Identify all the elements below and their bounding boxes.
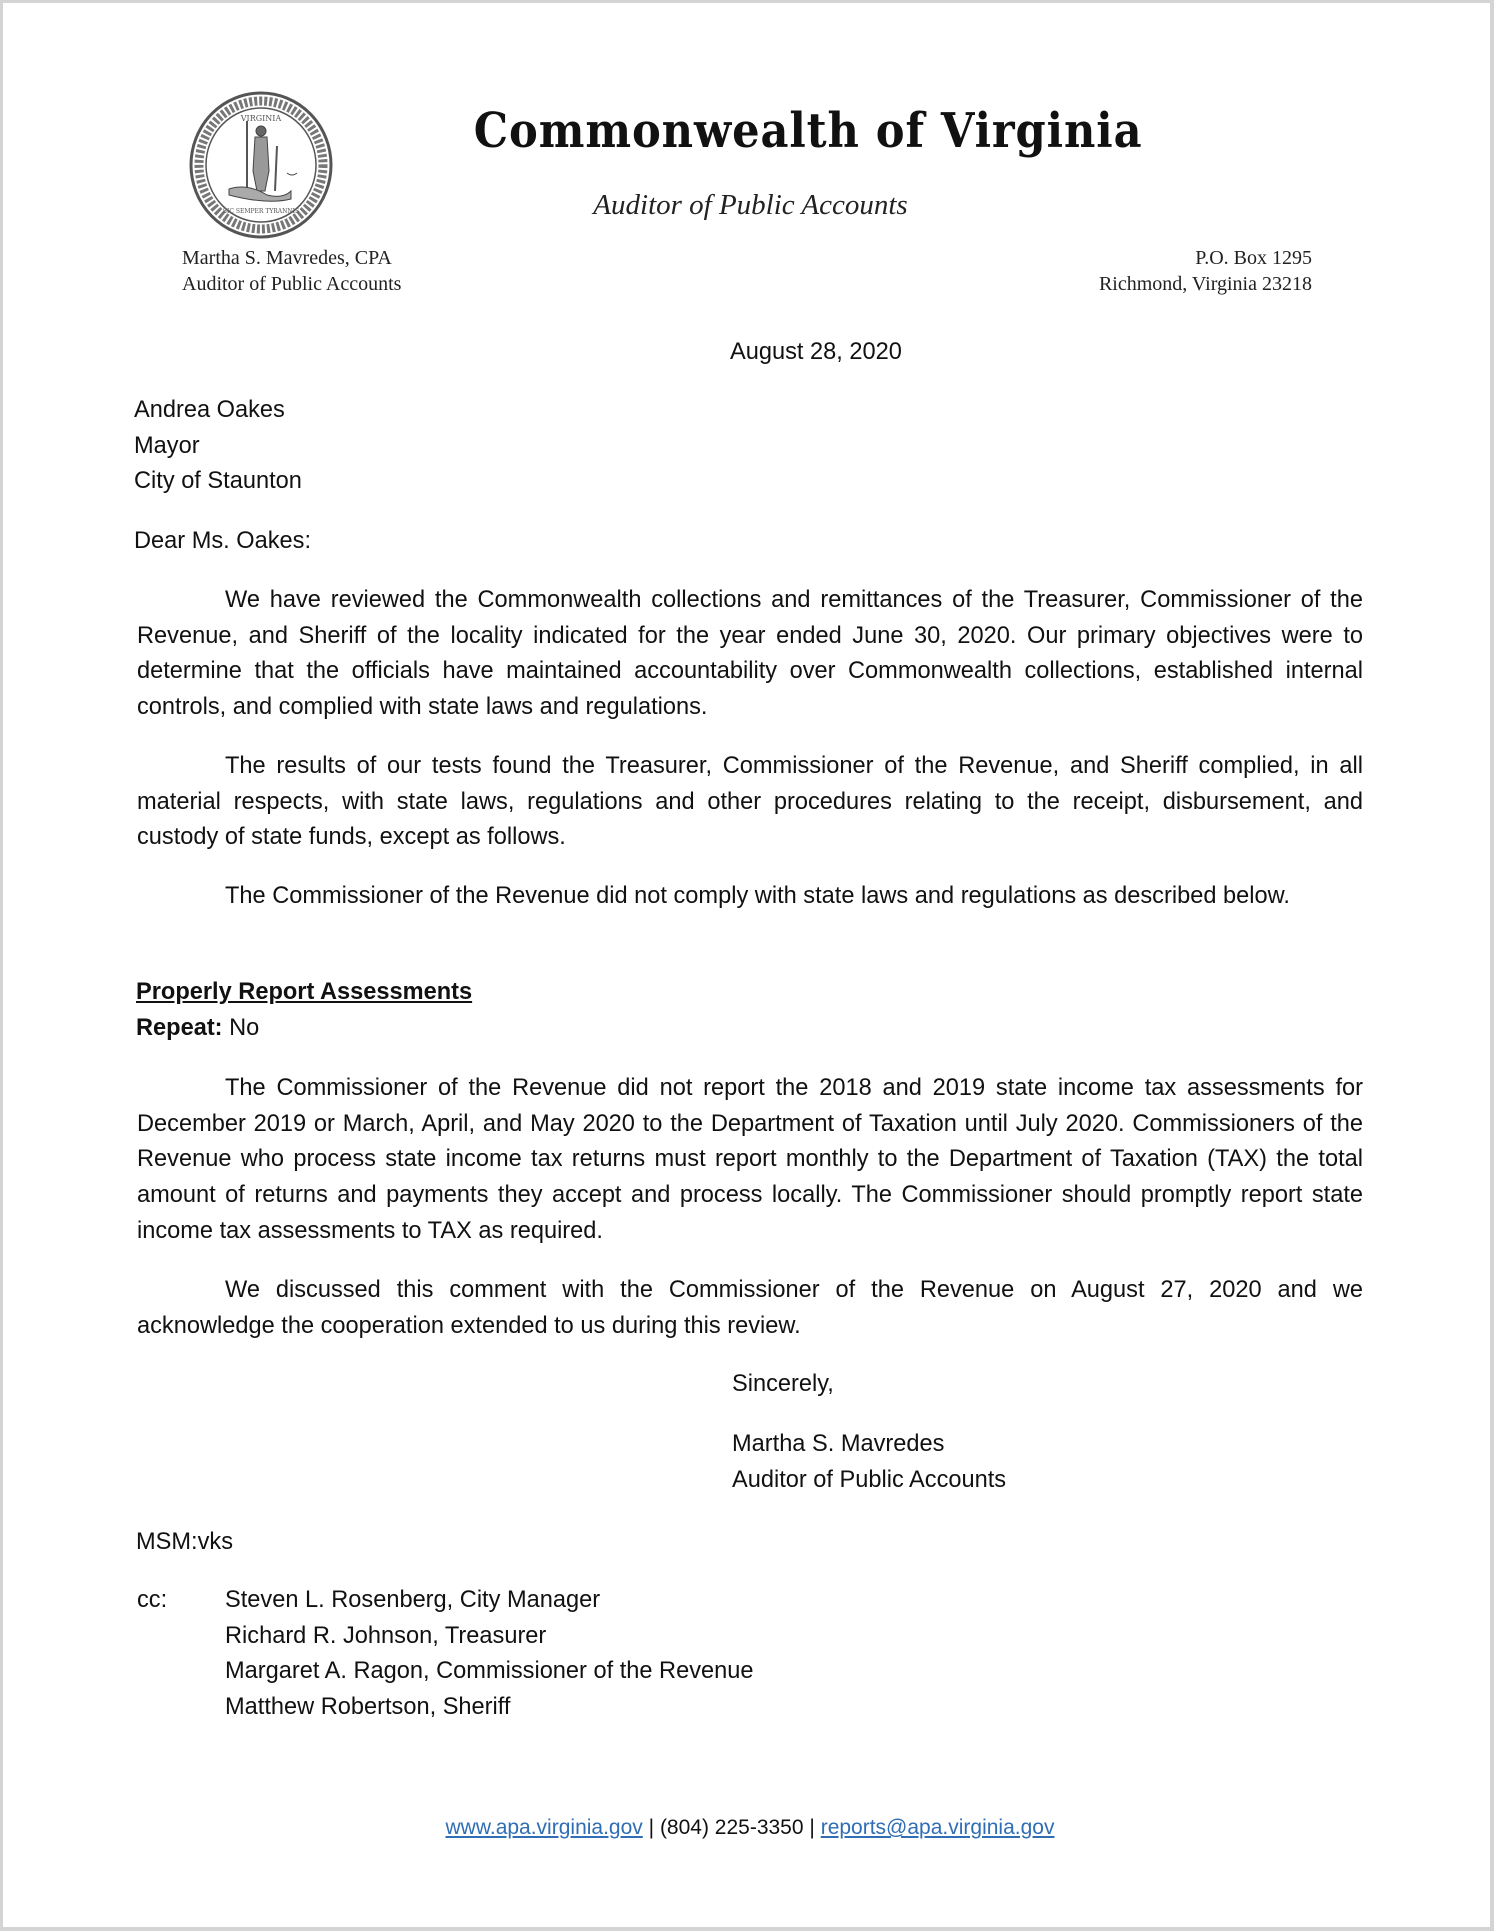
footer-separator: |: [809, 1816, 815, 1839]
letterhead-title: Commonwealth of Virginia: [473, 103, 1143, 159]
recipient-block: [134, 393, 302, 500]
footer-contact: [3, 1816, 1494, 1840]
auditor-name: Martha S. Mavredes, CPA: [182, 247, 392, 269]
finding-description: The Commissioner of the Revenue did not report the 2018 and 2019 state income tax assessments for December 2019 or March, April, and May 2020 to the Department of Taxation until July 2020. Commissioners of the Revenue who process state income tax returns must report monthly to the Department of Taxation (TAX) the total amount of returns and payments they accept and process locally. The Commissioner should promptly report state income tax assessments to TAX as required.: [137, 1075, 1363, 1244]
paragraph-noncompliance: The Commissioner of the Revenue did not comply with state laws and regulations as described below.: [225, 883, 1290, 909]
cc-recipient: Margaret A. Ragon, Commissioner of the Revenue: [225, 1658, 754, 1685]
cc-recipient: Matthew Robertson, Sheriff: [225, 1694, 511, 1721]
paragraph-results: The results of our tests found the Treasurer, Commissioner of the Revenue, and Sheriff complied, in all material respects, with state laws, regulations and other procedures relating to the receipt, disbursement, and custody of state funds, except as follows.: [137, 753, 1363, 851]
letterhead-subtitle: Auditor of Public Accounts: [593, 189, 908, 221]
finding-repeat: [136, 1011, 259, 1047]
auditor-title: Auditor of Public Accounts: [182, 273, 402, 295]
finding-title: Properly Report Assessments: [136, 979, 473, 1005]
signatory-name: Martha S. Mavredes: [732, 1431, 945, 1457]
recipient-organization: City of Staunton: [134, 468, 302, 495]
svg-text:VIRGINIA: VIRGINIA: [240, 114, 282, 123]
closing-salutation: Sincerely,: [732, 1371, 834, 1397]
letter-date: August 28, 2020: [730, 339, 902, 365]
repeat-value: No: [229, 1015, 260, 1041]
recipient-title: Mayor: [134, 432, 200, 459]
cc-list: [225, 1583, 754, 1726]
virginia-seal-icon: [187, 91, 335, 239]
signature-block: [732, 1427, 1006, 1498]
email-link[interactable]: reports@apa.virginia.gov: [820, 1816, 1055, 1839]
paragraph-review-scope: We have reviewed the Commonwealth collections and remittances of the Treasurer, Commissioner of the Revenue, and Sheriff of the locality indicated for the year ended June 30, 2020. Our primary objectives were to determine that the officials have maintained accountability over Commonwealth collections, established internal controls, and complied with state laws and regulations.: [137, 587, 1363, 721]
signatory-title: Auditor of Public Accounts: [732, 1466, 1007, 1493]
typist-initials: MSM:vks: [136, 1529, 233, 1555]
letterhead-auditor-block: [182, 245, 401, 297]
recipient-name: Andrea Oakes: [134, 397, 285, 423]
footer-separator: |: [648, 1816, 655, 1839]
letterhead-address-block: [1099, 245, 1312, 297]
paragraph-closing: We discussed this comment with the Commissioner of the Revenue on August 27, 2020 and we acknowledge the cooperation extended to us during this review.: [137, 1277, 1363, 1339]
phone-number: (804) 225-3350: [659, 1816, 804, 1839]
cc-recipient: Steven L. Rosenberg, City Manager: [225, 1587, 601, 1613]
letter-page: [3, 3, 1490, 1927]
finding-heading: [136, 975, 472, 1011]
repeat-label: Repeat:: [136, 1015, 223, 1041]
cc-label: cc:: [137, 1587, 168, 1613]
website-link[interactable]: www.apa.virginia.gov: [445, 1816, 643, 1839]
svg-text:SIC SEMPER TYRANNIS: SIC SEMPER TYRANNIS: [222, 208, 300, 215]
salutation: Dear Ms. Oakes:: [134, 528, 311, 554]
po-box: P.O. Box 1295: [1195, 247, 1312, 269]
city-state-zip: Richmond, Virginia 23218: [1098, 273, 1312, 295]
cc-recipient: Richard R. Johnson, Treasurer: [225, 1622, 547, 1649]
